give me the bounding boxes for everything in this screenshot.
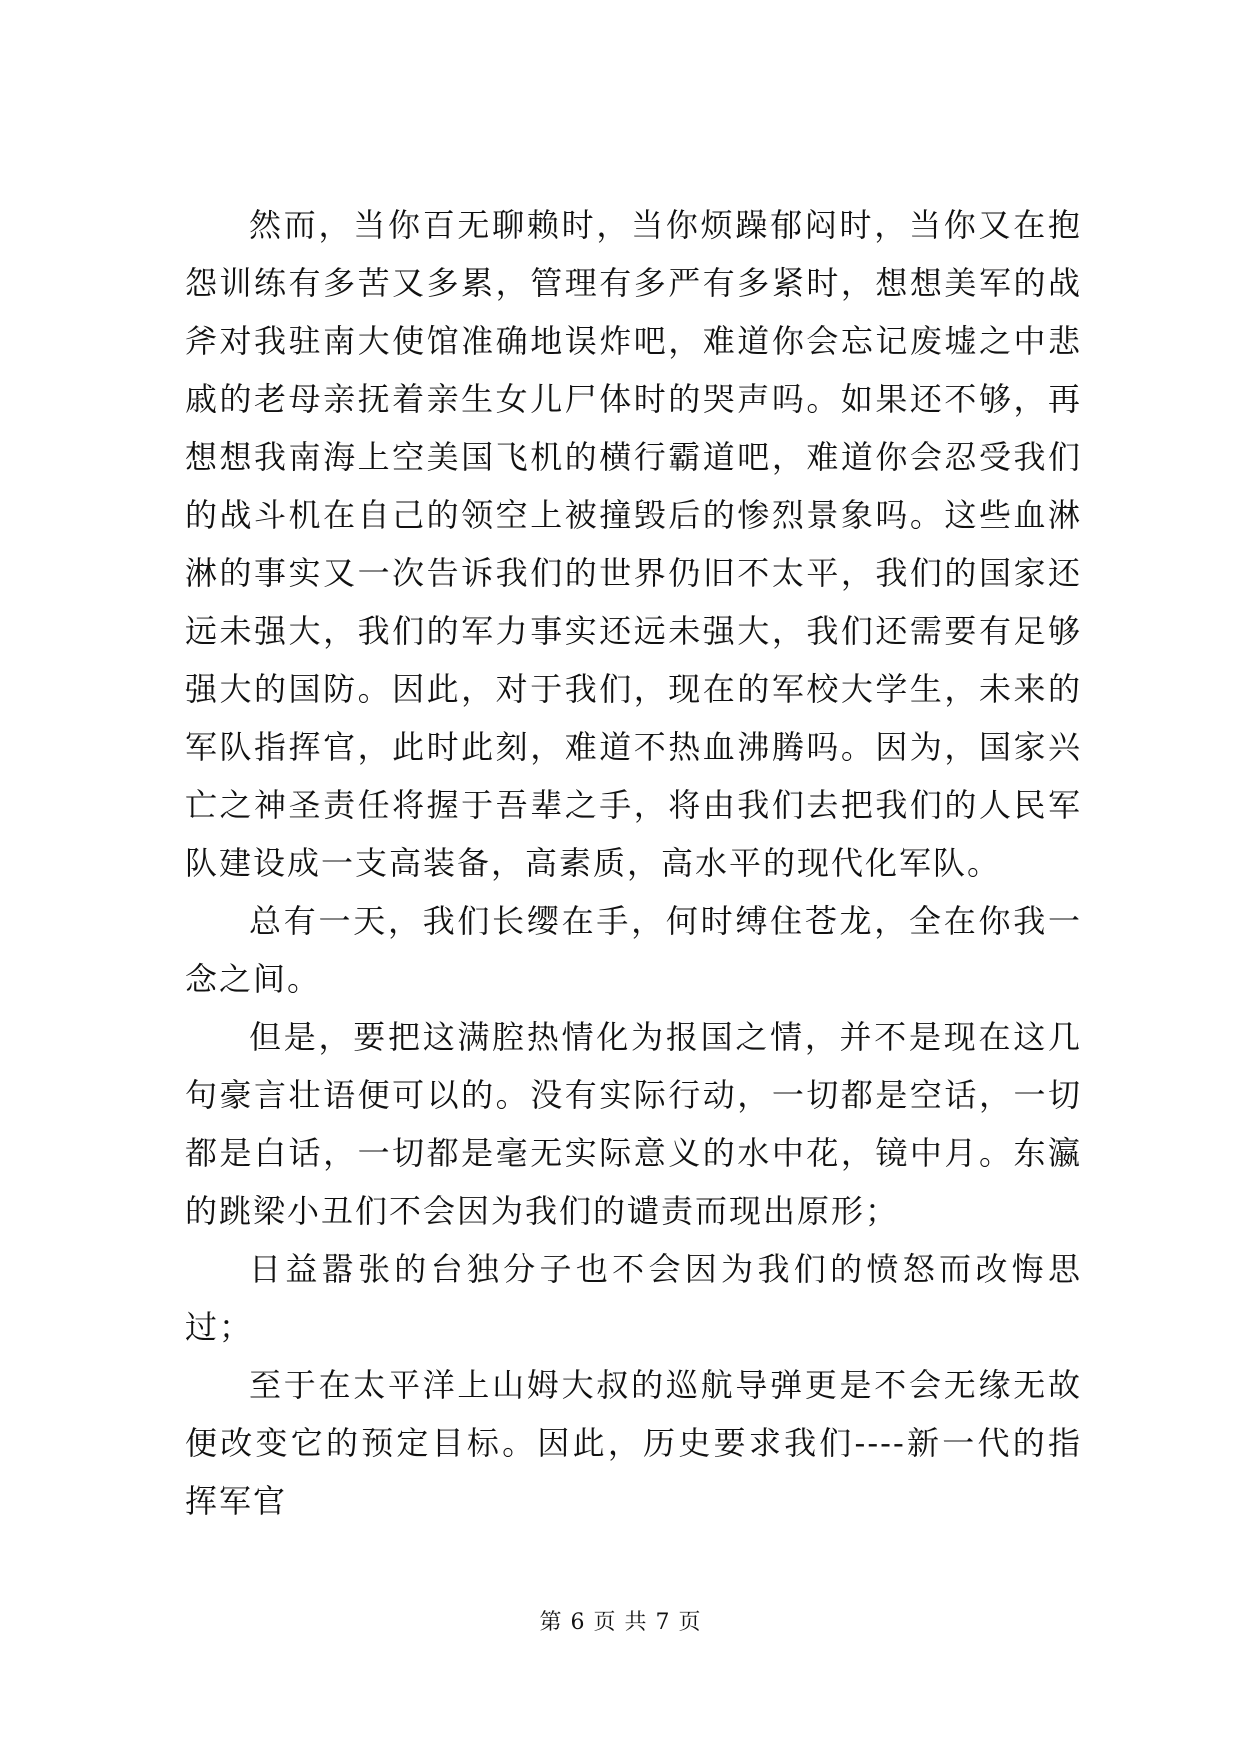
body-text [185,196,1082,1530]
paragraph: 但是，要把这满腔热情化为报国之情，并不是现在这几句豪言壮语便可以的。没有实际行动，一切都是空话，一切都是白话，一切都是毫无实际意义的水中花，镜中月。东瀛的跳梁小丑们不会因为我们的谴责而现出原形； [185,1018,1082,1230]
paragraph: 日益嚣张的台独分子也不会因为我们的愤怒而改悔思过； [185,1250,1082,1346]
page-number: 第 6 页 共 7 页 [539,1610,702,1635]
paragraph: 总有一天，我们长缨在手，何时缚住苍龙，全在你我一念之间。 [185,902,1082,998]
paragraph: 至于在太平洋上山姆大叔的巡航导弹更是不会无缘无故便改变它的预定目标。因此，历史要求我们----新一代的指挥军官 [185,1366,1082,1520]
page-footer [0,1608,1241,1638]
paragraph: 然而，当你百无聊赖时，当你烦躁郁闷时，当你又在抱怨训练有多苦又多累，管理有多严有多紧时，想想美军的战斧对我驻南大使馆准确地误炸吧，难道你会忘记废墟之中悲戚的老母亲抚着亲生女儿尸体时的哭声吗。如果还不够，再想想我南海上空美国飞机的横行霸道吧，难道你会忍受我们的战斗机在自己的领空上被撞毁后的惨烈景象吗。这些血淋淋的事实又一次告诉我们的世界仍旧不太平，我们的国家还远未强大，我们的军力事实还远未强大，我们还需要有足够强大的国防。因此，对于我们，现在的军校大学生，未来的军队指挥官，此时此刻，难道不热血沸腾吗。因为，国家兴亡之神圣责任将握于吾辈之手，将由我们去把我们的人民军队建设成一支高装备，高素质，高水平的现代化军队。 [185,206,1082,882]
